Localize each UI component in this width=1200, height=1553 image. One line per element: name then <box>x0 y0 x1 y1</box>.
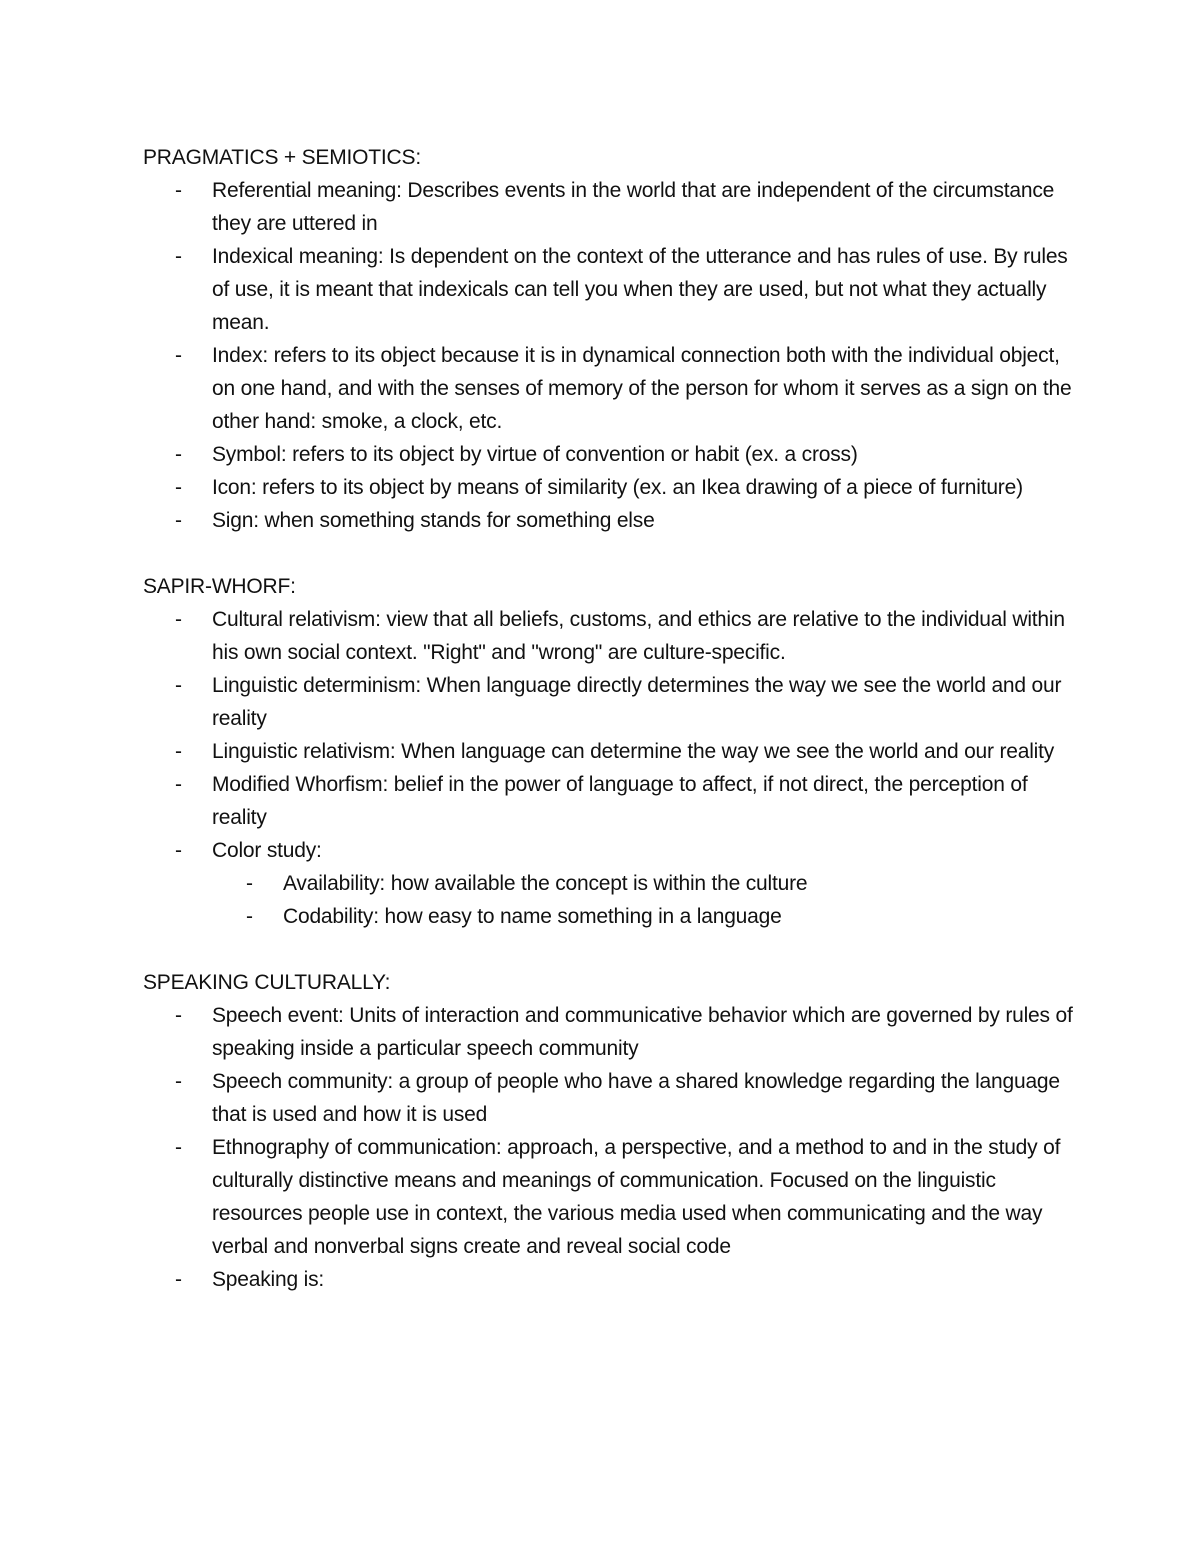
document-content <box>143 141 1073 1296</box>
list-item <box>143 603 1073 669</box>
list-item <box>143 834 1073 933</box>
list-item <box>143 438 1073 471</box>
list-item-text: Speaking is: <box>212 1268 325 1291</box>
list-item <box>143 174 1073 240</box>
section-sapir-whorf <box>143 570 1073 933</box>
list-item-text: Indexical meaning: Is dependent on the context of the utterance and has rules of use. By rules of use, it is meant that indexicals can tell you when they are used, but not what they actually mean. <box>212 245 1068 334</box>
section-heading: SPEAKING CULTURALLY: <box>143 971 391 994</box>
list-item-text: Symbol: refers to its object by virtue of convention or habit (ex. a cross) <box>212 443 858 466</box>
dash-bullet-icon: - <box>175 245 182 268</box>
dash-bullet-icon: - <box>175 509 182 532</box>
dash-bullet-icon: - <box>175 1268 182 1291</box>
dash-bullet-icon: - <box>175 773 182 796</box>
dash-bullet-icon: - <box>175 476 182 499</box>
list-item-text: Referential meaning: Describes events in the world that are independent of the circumstance they are uttered in <box>212 179 1055 235</box>
list-item-text: Modified Whorfism: belief in the power of language to affect, if not direct, the perception of reality <box>212 773 1028 829</box>
dash-bullet-icon: - <box>246 905 253 928</box>
dash-bullet-icon: - <box>175 1004 182 1027</box>
list-item-text: Cultural relativism: view that all beliefs, customs, and ethics are relative to the individual within his own social context. "Right" and "wrong" are culture-specific. <box>212 608 1065 664</box>
bullet-list <box>143 174 1073 537</box>
list-item-text: Speech event: Units of interaction and communicative behavior which are governed by rules of speaking inside a particular speech community <box>212 1004 1073 1060</box>
list-item <box>143 999 1073 1065</box>
dash-bullet-icon: - <box>175 740 182 763</box>
dash-bullet-icon: - <box>246 872 253 895</box>
list-item <box>143 768 1073 834</box>
bullet-list <box>143 999 1073 1296</box>
dash-bullet-icon: - <box>175 179 182 202</box>
list-item-text: Color study: <box>212 839 322 862</box>
section-heading: PRAGMATICS + SEMIOTICS: <box>143 146 421 169</box>
section-speaking-culturally <box>143 966 1073 1296</box>
list-item-text: Ethnography of communication: approach, a perspective, and a method to and in the study of culturally distinctive means and meanings of communication. Focused on the linguistic resources people use in context, the various media used when communicating and the way verbal and nonverbal signs create and reveal social code <box>212 1136 1061 1258</box>
list-item <box>143 504 1073 537</box>
list-item <box>143 471 1073 504</box>
list-item <box>143 1131 1073 1263</box>
list-item-text: Sign: when something stands for something else <box>212 509 655 532</box>
list-item-text: Icon: refers to its object by means of similarity (ex. an Ikea drawing of a piece of furniture) <box>212 476 1023 499</box>
list-item-text: Linguistic determinism: When language directly determines the way we see the world and our reality <box>212 674 1062 730</box>
dash-bullet-icon: - <box>175 1070 182 1093</box>
list-item <box>143 339 1073 438</box>
nested-list-item-text: Codability: how easy to name something in a language <box>283 905 782 928</box>
nested-list-item <box>212 867 1073 900</box>
list-item <box>143 1263 1073 1296</box>
section-pragmatics-semiotics <box>143 141 1073 537</box>
list-item <box>143 669 1073 735</box>
dash-bullet-icon: - <box>175 608 182 631</box>
bullet-list <box>143 603 1073 933</box>
dash-bullet-icon: - <box>175 674 182 697</box>
dash-bullet-icon: - <box>175 1136 182 1159</box>
list-item-text: Index: refers to its object because it is in dynamical connection both with the individual object, on one hand, and with the senses of memory of the person for whom it serves as a sign on the other hand: smoke, a clock, etc. <box>212 344 1072 433</box>
list-item <box>143 1065 1073 1131</box>
nested-bullet-list <box>212 867 1073 933</box>
dash-bullet-icon: - <box>175 344 182 367</box>
dash-bullet-icon: - <box>175 443 182 466</box>
dash-bullet-icon: - <box>175 839 182 862</box>
list-item-text: Linguistic relativism: When language can determine the way we see the world and our reality <box>212 740 1055 763</box>
section-heading: SAPIR-WHORF: <box>143 575 296 598</box>
nested-list-item <box>212 900 1073 933</box>
nested-list-item-text: Availability: how available the concept is within the culture <box>283 872 808 895</box>
list-item-text: Speech community: a group of people who have a shared knowledge regarding the language that is used and how it is used <box>212 1070 1060 1126</box>
list-item <box>143 240 1073 339</box>
list-item <box>143 735 1073 768</box>
